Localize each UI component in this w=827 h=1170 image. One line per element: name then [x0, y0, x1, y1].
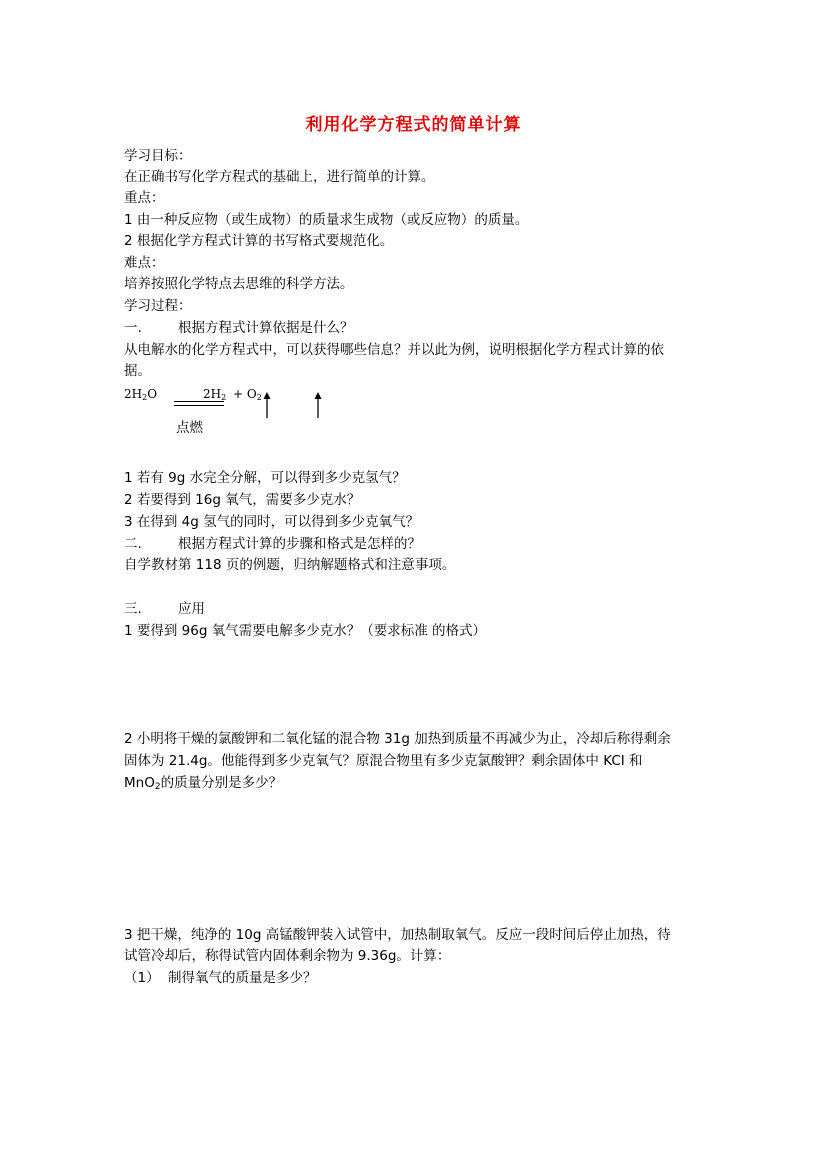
- gas-arrow-icon: [313, 392, 323, 418]
- equation-product-oxygen: + $O_2$: [233, 387, 262, 402]
- problem-3-sub1-text: 制得氧气的质量是多少？: [168, 970, 317, 986]
- section2-number: 二.: [124, 536, 142, 552]
- gas-arrow-icon: [262, 392, 272, 418]
- section1-heading: 根据方程式计算依据是什么？: [178, 320, 354, 336]
- section1-question-2: 2 若要得到 16g 氧气，需要多少克水？: [124, 492, 361, 508]
- key-point-2: 2 根据化学方程式计算的书写格式要规范化。: [124, 233, 394, 249]
- equation-line-top: [174, 401, 224, 402]
- section1-question-3: 3 在得到 4g 氢气的同时，可以得到多少克氧气？: [124, 514, 420, 530]
- difficulty-text: 培养按照化学特点去思维的科学方法。: [124, 276, 354, 292]
- objectives-label: 学习目标：: [124, 148, 192, 164]
- section3-heading-row: [124, 599, 205, 619]
- problem-3-sub1: [124, 968, 317, 988]
- key-points-label: 重点：: [124, 190, 165, 206]
- section1-heading-row: [124, 318, 354, 338]
- equation-line-bottom: [174, 405, 224, 406]
- section1-intro-line2: 据。: [124, 363, 151, 379]
- problem-2-line3: MnO$_2$的质量分别是多少？: [124, 775, 283, 792]
- section2-heading-row: [124, 534, 421, 554]
- equation-product-hydrogen: $2H_2$: [203, 387, 227, 402]
- equation-reactant: $2H_2O$: [124, 387, 158, 402]
- problem-1: 1 要得到 96g 氧气需要电解多少克水？（要求标准 的格式）: [124, 623, 487, 639]
- section1-number: 一.: [124, 320, 142, 336]
- section1-intro-line1: 从电解水的化学方程式中，可以获得哪些信息？并以此为例，说明根据化学方程式计算的依: [124, 342, 664, 358]
- section2-text: 自学教材第 118 页的例题，归纳解题格式和注意事项。: [124, 557, 456, 573]
- section3-heading: 应用: [178, 601, 205, 617]
- page-title: 利用化学方程式的简单计算: [305, 115, 522, 135]
- section1-question-1: 1 若有 9g 水完全分解，可以得到多少克氢气？: [124, 470, 406, 486]
- section3-number: 三.: [124, 601, 142, 617]
- problem-3-sub1-number: （1）: [124, 970, 160, 986]
- process-label: 学习过程：: [124, 298, 192, 314]
- problem-3-line2: 试管冷却后，称得试管内固体剩余物为 9.36g。计算：: [124, 948, 451, 964]
- key-point-1: 1 由一种反应物（或生成物）的质量求生成物（或反应物）的质量。: [124, 212, 529, 228]
- section2-heading: 根据方程式计算的步骤和格式是怎样的？: [178, 536, 421, 552]
- equation-condition: 点燃: [176, 420, 203, 436]
- problem-2-line1: 2 小明将干燥的氯酸钾和二氧化锰的混合物 31g 加热到质量不再减少为止，冷却后称得剩余: [124, 731, 671, 747]
- difficulty-label: 难点：: [124, 255, 165, 271]
- objectives-text: 在正确书写化学方程式的基础上，进行简单的计算。: [124, 169, 435, 185]
- problem-2-line2: 固体为 21.4g。他能得到多少克氧气？原混合物里有多少克氯酸钾？剩余固体中 KCI 和: [124, 753, 643, 769]
- problem-3-line1: 3 把干燥，纯净的 10g 高锰酸钾装入试管中，加热制取氧气。反应一段时间后停止加热，待: [124, 927, 671, 943]
